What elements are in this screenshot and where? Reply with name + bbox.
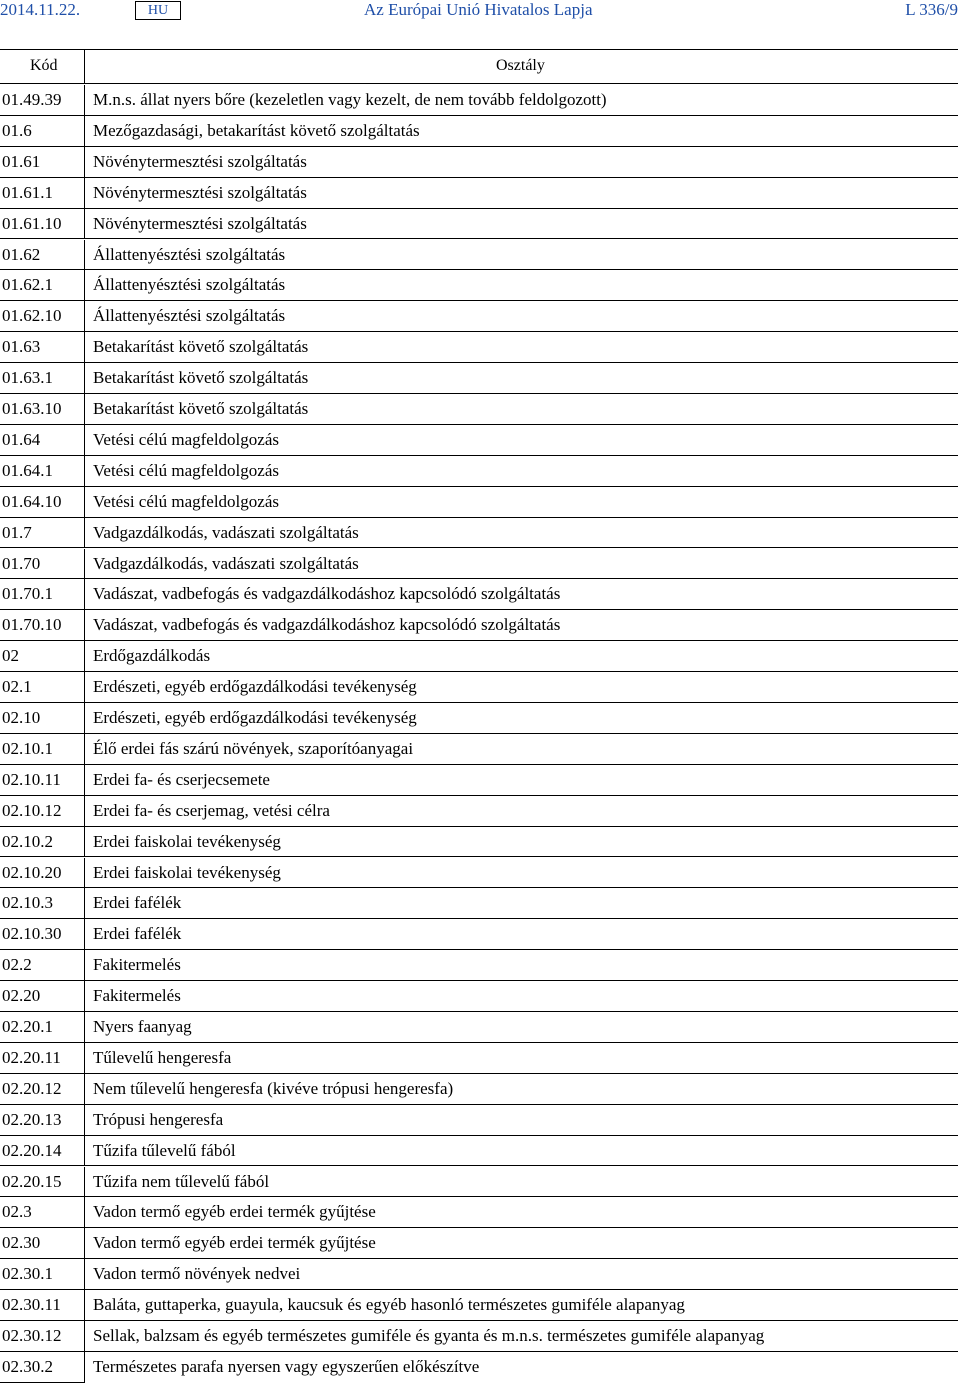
row-code: 01.70.1	[2, 584, 53, 604]
table-row	[0, 950, 958, 981]
row-code: 02.10.11	[2, 769, 61, 789]
row-code: 01.6	[2, 120, 32, 140]
column-divider	[84, 394, 85, 425]
row-description: Vadászat, vadbefogás és vadgazdálkodáshoz kapcsolódó szolgáltatás	[93, 615, 561, 635]
table-row	[0, 796, 958, 827]
table-row	[0, 425, 958, 456]
row-code: 02.20.14	[2, 1140, 62, 1160]
table-row	[0, 641, 958, 672]
column-divider	[84, 796, 85, 827]
row-code: 01.63.10	[2, 399, 62, 418]
table-row	[0, 456, 958, 487]
column-divider	[84, 950, 85, 981]
row-description: Baláta, guttaperka, guayula, kaucsuk és egyéb hasonló természetes gumiféle alapanyag	[93, 1295, 685, 1315]
row-code: 01.62.10	[2, 306, 62, 326]
column-divider	[84, 919, 85, 950]
row-description: Tűzifa nem tűlevelű fából	[93, 1171, 270, 1191]
row-code: 02.30.12	[2, 1326, 62, 1345]
row-code: 02.10.30	[2, 924, 62, 944]
row-code: 02.20.12	[2, 1078, 62, 1098]
row-description: Betakarítást követő szolgáltatás	[93, 399, 309, 418]
row-description: Növénytermesztési szolgáltatás	[93, 151, 307, 171]
row-description: Vadon termő egyéb erdei termék gyűjtése	[93, 1233, 376, 1253]
row-code: 01.64.10	[2, 491, 62, 511]
column-divider	[84, 487, 85, 518]
column-divider	[84, 270, 85, 301]
row-code: 01.62.1	[2, 275, 53, 295]
table-row	[0, 1012, 958, 1043]
column-divider	[84, 1321, 85, 1352]
row-code: 02.20.13	[2, 1109, 62, 1129]
row-description: Vadgazdálkodás, vadászati szolgáltatás	[93, 522, 359, 542]
column-divider	[84, 981, 85, 1012]
row-code: 02	[2, 646, 19, 666]
row-code: 02.10	[2, 708, 41, 727]
row-description: Vetési célú magfeldolgozás	[93, 460, 279, 480]
row-description: Erdészeti, egyéb erdőgazdálkodási tevékenység	[93, 708, 417, 727]
language-badge: HU	[135, 1, 181, 20]
row-code: 01.61.1	[2, 182, 53, 202]
row-code: 01.63	[2, 337, 41, 357]
column-divider	[84, 301, 85, 332]
table-row	[0, 1043, 958, 1074]
column-divider	[84, 147, 85, 178]
header-bottom-rule	[0, 83, 958, 84]
row-code: 02.10.2	[2, 831, 53, 851]
column-divider	[84, 456, 85, 487]
table-row	[0, 765, 958, 796]
row-code: 02.30.11	[2, 1295, 61, 1315]
table-row	[0, 1136, 958, 1167]
table-row	[0, 549, 958, 580]
row-description: Erdei faiskolai tevékenység	[93, 862, 281, 882]
column-divider	[84, 332, 85, 363]
table-row	[0, 1259, 958, 1290]
column-divider	[84, 549, 85, 580]
column-divider	[84, 765, 85, 796]
table-row	[0, 734, 958, 765]
row-code: 02.10.12	[2, 800, 62, 820]
row-code: 02.2	[2, 955, 32, 975]
table-row	[0, 209, 958, 240]
row-description: Vadgazdálkodás, vadászati szolgáltatás	[93, 553, 359, 573]
column-divider	[84, 209, 85, 240]
row-description: Fakitermelés	[93, 986, 181, 1006]
row-code: 02.30.2	[2, 1356, 53, 1376]
publication-date: 2014.11.22.	[0, 0, 81, 19]
table-row	[0, 394, 958, 425]
row-code: 01.64	[2, 429, 41, 449]
table-row	[0, 981, 958, 1012]
journal-title: Az Európai Unió Hivatalos Lapja	[364, 0, 593, 19]
row-description: Erdei fa- és cserjecsemete	[93, 769, 270, 789]
table-row	[0, 858, 958, 889]
table-row	[0, 1290, 958, 1321]
column-divider	[84, 85, 85, 116]
column-divider	[84, 610, 85, 641]
row-description: Növénytermesztési szolgáltatás	[93, 182, 307, 202]
column-divider	[84, 1043, 85, 1074]
row-description: Trópusi hengeresfa	[93, 1109, 224, 1129]
row-rule	[0, 1382, 84, 1383]
column-divider	[84, 1105, 85, 1136]
row-description: Erdészeti, egyéb erdőgazdálkodási tevékenység	[93, 677, 417, 697]
column-divider	[84, 888, 85, 919]
row-description: Fakitermelés	[93, 955, 181, 975]
table-row	[0, 672, 958, 703]
column-divider	[84, 116, 85, 147]
row-description: Vetési célú magfeldolgozás	[93, 429, 279, 449]
column-header-class: Osztály	[496, 57, 545, 74]
row-code: 01.62	[2, 244, 41, 264]
table-row	[0, 85, 958, 116]
table-row	[0, 332, 958, 363]
table-row	[0, 270, 958, 301]
row-code: 01.70.10	[2, 615, 62, 635]
table-row	[0, 1074, 958, 1105]
table-row	[0, 1197, 958, 1228]
row-description: Tűzifa tűlevelű fából	[93, 1140, 236, 1160]
column-divider	[84, 641, 85, 672]
column-header-code: Kód	[30, 57, 58, 74]
table-row	[0, 1167, 958, 1198]
table-row	[0, 610, 958, 641]
row-code: 01.63.1	[2, 368, 53, 388]
column-divider	[84, 734, 85, 765]
row-description: Erdei fafélék	[93, 924, 182, 944]
table-row	[0, 147, 958, 178]
column-divider	[84, 579, 85, 610]
row-description: Tűlevelű hengeresfa	[93, 1047, 232, 1067]
row-code: 02.10.20	[2, 862, 62, 882]
column-divider	[84, 518, 85, 549]
row-code: 02.20	[2, 986, 41, 1006]
row-description: Mezőgazdasági, betakarítást követő szolgáltatás	[93, 120, 420, 140]
column-divider	[84, 1197, 85, 1228]
row-code: 02.1	[2, 677, 32, 697]
table-row	[0, 1321, 958, 1352]
page-header	[0, 0, 960, 24]
table-row	[0, 116, 958, 147]
table-row	[0, 363, 958, 394]
row-description: Állattenyésztési szolgáltatás	[93, 275, 286, 295]
row-code: 02.30	[2, 1233, 41, 1253]
column-divider	[84, 240, 85, 271]
header-divider	[84, 49, 85, 83]
row-code: 02.20.1	[2, 1017, 53, 1036]
row-description: Erdei faiskolai tevékenység	[93, 831, 281, 851]
column-divider	[84, 1228, 85, 1259]
column-divider	[84, 1074, 85, 1105]
column-divider	[84, 363, 85, 394]
row-code: 02.10.1	[2, 738, 53, 758]
row-code: 01.64.1	[2, 460, 53, 480]
row-code: 01.7	[2, 522, 32, 542]
row-description: Élő erdei fás szárú növények, szaporítóanyagai	[93, 738, 414, 758]
table-row	[0, 1352, 958, 1383]
column-divider	[84, 858, 85, 889]
row-description: M.n.s. állat nyers bőre (kezeletlen vagy kezelt, de nem tovább feldolgozott)	[93, 90, 607, 109]
row-code: 02.10.3	[2, 893, 53, 913]
column-divider	[84, 1259, 85, 1290]
row-description: Betakarítást követő szolgáltatás	[93, 337, 309, 357]
row-description: Erdőgazdálkodás	[93, 646, 211, 666]
row-code: 02.20.11	[2, 1047, 61, 1067]
row-description: Nem tűlevelű hengeresfa (kivéve trópusi hengeresfa)	[93, 1078, 454, 1098]
row-description: Növénytermesztési szolgáltatás	[93, 213, 307, 233]
table-row	[0, 703, 958, 734]
table-top-rule	[0, 49, 958, 50]
table-row	[0, 487, 958, 518]
table-row	[0, 888, 958, 919]
column-divider	[84, 178, 85, 209]
row-description: Vetési célú magfeldolgozás	[93, 491, 279, 511]
column-divider	[84, 1290, 85, 1321]
row-code: 01.61	[2, 151, 41, 171]
table-row	[0, 1105, 958, 1136]
column-divider	[84, 1012, 85, 1043]
table-row	[0, 178, 958, 209]
row-description: Erdei fa- és cserjemag, vetési célra	[93, 800, 330, 820]
row-code: 01.61.10	[2, 213, 62, 233]
row-description: Sellak, balzsam és egyéb természetes gumiféle és gyanta és m.n.s. természetes gumiféle alapanyag	[93, 1326, 765, 1345]
row-description: Állattenyésztési szolgáltatás	[93, 244, 286, 264]
table-row	[0, 518, 958, 549]
row-code: 01.70	[2, 553, 41, 573]
classification-table	[0, 49, 958, 1389]
row-description: Állattenyésztési szolgáltatás	[93, 306, 286, 326]
row-description: Vadon termő egyéb erdei termék gyűjtése	[93, 1202, 376, 1222]
row-description: Vadászat, vadbefogás és vadgazdálkodáshoz kapcsolódó szolgáltatás	[93, 584, 561, 604]
row-code: 02.30.1	[2, 1264, 53, 1284]
column-divider	[84, 425, 85, 456]
row-description: Betakarítást követő szolgáltatás	[93, 368, 309, 388]
row-description: Természetes parafa nyersen vagy egyszerűen előkészítve	[93, 1356, 480, 1376]
page-reference: L 336/9	[905, 0, 958, 19]
column-divider	[84, 703, 85, 734]
table-row	[0, 1228, 958, 1259]
column-divider	[84, 827, 85, 858]
row-code: 02.20.15	[2, 1171, 62, 1191]
table-row	[0, 579, 958, 610]
row-code: 01.49.39	[2, 90, 62, 109]
column-divider	[84, 672, 85, 703]
row-description: Nyers faanyag	[93, 1017, 192, 1036]
column-divider	[84, 1167, 85, 1198]
row-code: 02.3	[2, 1202, 32, 1222]
table-row	[0, 301, 958, 332]
row-description: Vadon termő növények nedvei	[93, 1264, 301, 1284]
table-row	[0, 827, 958, 858]
table-row	[0, 240, 958, 271]
column-divider	[84, 1136, 85, 1167]
column-divider	[84, 1352, 85, 1383]
table-row	[0, 919, 958, 950]
row-description: Erdei fafélék	[93, 893, 182, 913]
